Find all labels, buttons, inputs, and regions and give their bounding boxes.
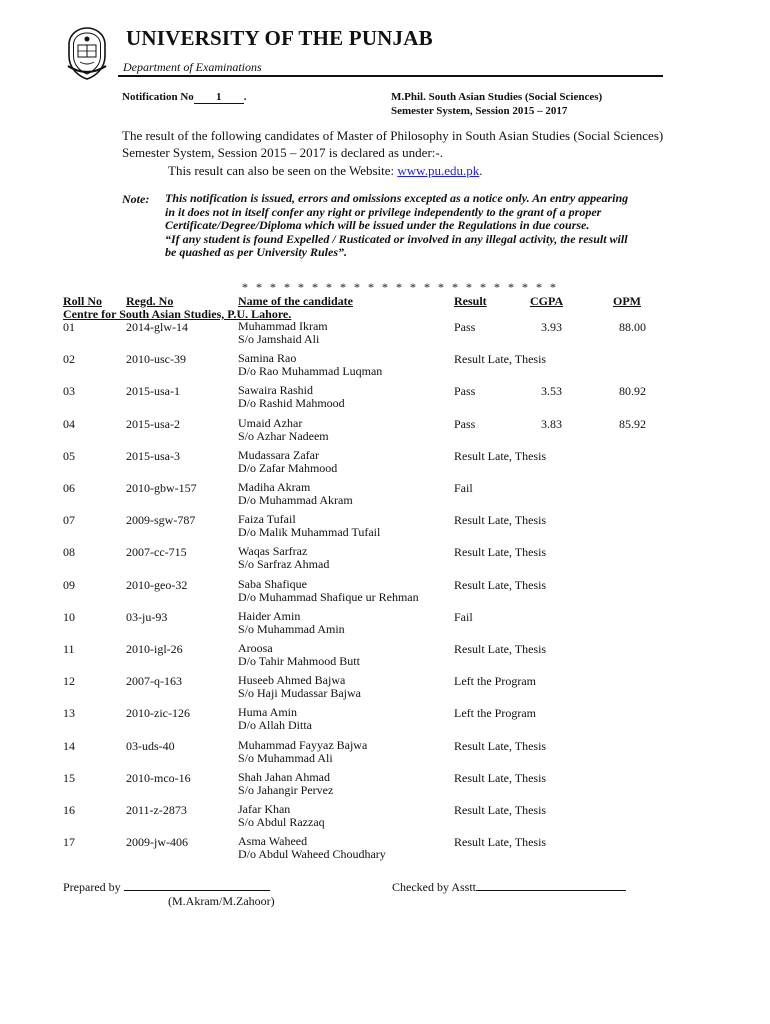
regd-no: 2010-mco-16 bbox=[126, 770, 191, 785]
candidate-name bbox=[238, 417, 329, 443]
table-row bbox=[0, 771, 770, 801]
candidate-name bbox=[238, 352, 382, 378]
university-seal-icon bbox=[64, 26, 110, 80]
roll-no: 11 bbox=[63, 642, 75, 656]
roll-no: 12 bbox=[63, 674, 75, 689]
candidate-parent-line: S/o Jamshaid Ali bbox=[238, 332, 320, 346]
program-info bbox=[391, 90, 602, 118]
website-suffix: . bbox=[479, 163, 483, 178]
table-row bbox=[0, 674, 770, 704]
candidate-parent-line: S/o Muhammad Amin bbox=[238, 621, 345, 636]
regd-no: 2015-usa-1 bbox=[126, 384, 180, 399]
candidate-parent-line: D/o Zafar Mahmood bbox=[238, 460, 338, 475]
opm-value: 80.92 bbox=[619, 384, 646, 399]
opm-value: 85.92 bbox=[619, 416, 646, 431]
candidate-name bbox=[238, 481, 353, 507]
candidate-name bbox=[238, 706, 312, 732]
table-row bbox=[0, 642, 770, 672]
note-text-1: This notification is issued, errors and omissions excepted as a notice only. An entry appearing in it does not in itself confer any right or privilege independently to the grant of a proper Certificate/Degree/Diploma which will be issued under the Regulations in due course. bbox=[165, 191, 629, 233]
table-row bbox=[0, 481, 770, 511]
note-text-2: “If any student is found Expelled / Rusticated or involved in any illegal activity, the result will be quashed as per University Rules”. bbox=[165, 231, 628, 260]
prepared-by-names: (M.Akram/M.Zahoor) bbox=[168, 894, 275, 908]
candidate-parent-line: D/o Malik Muhammad Tufail bbox=[238, 525, 381, 540]
candidate-parent-line: S/o Abdul Razzaq bbox=[238, 815, 325, 829]
intro-paragraph: The result of the following candidates of Master of Philosophy in South Asian Studies (Social Sciences) Semester System, Session 2015 – 2017 is declared as under:-. bbox=[122, 128, 664, 160]
candidate-name-line: Aroosa bbox=[238, 641, 273, 655]
result-value: Result Late, Thesis bbox=[454, 738, 547, 753]
regd-no: 2014-glw-14 bbox=[126, 320, 188, 334]
candidate-name bbox=[238, 674, 361, 700]
candidate-parent-line: D/o Rashid Mahmood bbox=[238, 396, 345, 411]
result-value: Fail bbox=[454, 481, 473, 495]
regd-no: 2010-usc-39 bbox=[126, 352, 186, 367]
candidate-name-line: Samina Rao bbox=[238, 351, 297, 366]
result-value: Result Late, Thesis bbox=[454, 513, 547, 528]
website-prefix: This result can also be seen on the Website: bbox=[168, 163, 398, 178]
table-row bbox=[0, 835, 770, 865]
result-value: Pass bbox=[454, 416, 476, 431]
roll-no: 17 bbox=[63, 835, 75, 850]
result-value: Pass bbox=[454, 384, 476, 399]
candidate-name bbox=[238, 835, 386, 861]
candidate-name bbox=[238, 384, 345, 410]
regd-no: 2009-sgw-787 bbox=[126, 513, 196, 528]
candidate-name-line: Haider Amin bbox=[238, 608, 301, 623]
roll-no: 13 bbox=[63, 706, 75, 721]
roll-no: 15 bbox=[63, 770, 75, 785]
note-label: Note: bbox=[122, 192, 150, 206]
roll-no: 06 bbox=[63, 481, 75, 495]
candidate-name bbox=[238, 578, 419, 604]
roll-no: 09 bbox=[63, 577, 75, 592]
notification-suffix: . bbox=[243, 91, 247, 103]
note-body bbox=[165, 192, 633, 260]
table-row bbox=[0, 803, 770, 833]
candidate-name-line: Waqas Sarfraz bbox=[238, 544, 308, 559]
table-row bbox=[0, 610, 770, 640]
centre-name: Centre for South Asian Studies, P.U. Lahore. bbox=[63, 307, 292, 321]
result-value: Result Late, Thesis bbox=[454, 352, 547, 367]
result-value: Result Late, Thesis bbox=[454, 577, 547, 592]
candidate-name bbox=[238, 739, 367, 765]
notification-number bbox=[122, 91, 247, 104]
header-divider bbox=[118, 75, 663, 77]
header-result: Result bbox=[454, 294, 487, 308]
table-row bbox=[0, 578, 770, 608]
candidate-name-line: Sawaira Rashid bbox=[238, 383, 313, 398]
regd-no: 2011-z-2873 bbox=[126, 803, 187, 817]
regd-no: 03-uds-40 bbox=[126, 738, 175, 753]
table-row bbox=[0, 545, 770, 575]
roll-no: 02 bbox=[63, 352, 75, 367]
candidate-name bbox=[238, 803, 325, 829]
candidate-name-line: Jafar Khan bbox=[238, 802, 291, 816]
candidate-name-line: Faiza Tufail bbox=[238, 512, 296, 527]
table-row bbox=[0, 706, 770, 736]
result-value: Result Late, Thesis bbox=[454, 770, 547, 785]
page-title: UNIVERSITY OF THE PUNJAB bbox=[126, 26, 433, 50]
checked-by-label: Checked by Asstt bbox=[392, 880, 476, 894]
candidate-parent-line: S/o Sarfraz Ahmad bbox=[238, 557, 330, 572]
header-regd-no: Regd. No bbox=[126, 294, 174, 308]
result-value: Result Late, Thesis bbox=[454, 803, 547, 817]
program-line-2: Semester System, Session 2015 – 2017 bbox=[391, 105, 568, 117]
program-line-1: M.Phil. South Asian Studies (Social Sciences) bbox=[391, 91, 603, 103]
candidate-name-line: Saba Shafique bbox=[238, 576, 307, 591]
candidate-parent-line: D/o Allah Ditta bbox=[238, 718, 312, 733]
candidate-name-line: Mudassara Zafar bbox=[238, 447, 319, 462]
regd-no: 2007-cc-715 bbox=[126, 545, 187, 560]
regd-no: 2015-usa-2 bbox=[126, 416, 180, 431]
stars-divider: * * * * * * * * * * * * * * * * * * * * * * * bbox=[242, 280, 559, 294]
candidate-name-line: Madiha Akram bbox=[238, 480, 311, 494]
cgpa-value: 3.93 bbox=[541, 320, 562, 334]
prepared-by bbox=[63, 880, 270, 895]
table-row bbox=[0, 739, 770, 769]
candidate-parent-line: S/o Haji Mudassar Bajwa bbox=[238, 686, 361, 701]
result-value: Pass bbox=[454, 320, 476, 334]
header-roll-no: Roll No bbox=[63, 294, 102, 308]
candidate-name-line: Shah Jahan Ahmad bbox=[238, 769, 330, 784]
table-row bbox=[0, 384, 770, 414]
candidate-name-line: Huma Amin bbox=[238, 705, 297, 720]
notification-prefix: Notification No bbox=[122, 91, 194, 103]
roll-no: 07 bbox=[63, 513, 75, 528]
opm-value: 88.00 bbox=[619, 320, 646, 334]
department-subtitle: Department of Examinations bbox=[123, 60, 262, 74]
candidate-name bbox=[238, 642, 360, 668]
regd-no: 2010-gbw-157 bbox=[126, 481, 197, 495]
result-value: Left the Program bbox=[454, 706, 536, 721]
prepared-signature-line bbox=[124, 880, 270, 891]
table-row bbox=[0, 449, 770, 479]
roll-no: 16 bbox=[63, 803, 75, 817]
candidate-parent-line: D/o Tahir Mahmood Butt bbox=[238, 654, 360, 668]
table-row bbox=[0, 417, 770, 447]
roll-no: 04 bbox=[63, 416, 75, 431]
checked-signature-line bbox=[476, 880, 626, 891]
candidate-name bbox=[238, 610, 345, 636]
result-value: Left the Program bbox=[454, 674, 536, 689]
header-opm: OPM bbox=[613, 294, 641, 308]
regd-no: 03-ju-93 bbox=[126, 609, 168, 624]
roll-no: 05 bbox=[63, 448, 75, 463]
candidate-name-line: Huseeb Ahmed Bajwa bbox=[238, 673, 346, 688]
result-value: Result Late, Thesis bbox=[454, 642, 547, 656]
result-value: Fail bbox=[454, 609, 473, 624]
regd-no: 2015-usa-3 bbox=[126, 448, 180, 463]
roll-no: 01 bbox=[63, 320, 75, 334]
regd-no: 2010-igl-26 bbox=[126, 642, 183, 656]
roll-no: 10 bbox=[63, 609, 75, 624]
candidate-parent-line: S/o Azhar Nadeem bbox=[238, 428, 329, 443]
candidate-parent-line: D/o Muhammad Shafique ur Rehman bbox=[238, 589, 419, 604]
candidate-parent-line: D/o Muhammad Akram bbox=[238, 493, 353, 507]
regd-no: 2007-q-163 bbox=[126, 674, 182, 689]
candidate-name bbox=[238, 771, 333, 797]
header-candidate-name: Name of the candidate bbox=[238, 294, 353, 308]
result-value: Result Late, Thesis bbox=[454, 448, 547, 463]
result-value: Result Late, Thesis bbox=[454, 545, 547, 560]
notification-number-value: 1 bbox=[194, 92, 244, 104]
candidate-parent-line: S/o Jahangir Pervez bbox=[238, 782, 334, 797]
candidate-parent-line: D/o Abdul Waheed Choudhary bbox=[238, 847, 386, 862]
candidate-name-line: Asma Waheed bbox=[238, 834, 308, 849]
prepared-by-label: Prepared by bbox=[63, 880, 121, 894]
candidate-parent-line: D/o Rao Muhammad Luqman bbox=[238, 364, 383, 379]
website-link[interactable]: www.pu.edu.pk bbox=[397, 163, 480, 178]
roll-no: 08 bbox=[63, 545, 75, 560]
result-value: Result Late, Thesis bbox=[454, 835, 547, 850]
candidate-name-line: Umaid Azhar bbox=[238, 415, 303, 430]
table-row bbox=[0, 352, 770, 382]
candidate-name bbox=[238, 513, 380, 539]
table-row bbox=[0, 320, 770, 350]
candidate-name bbox=[238, 449, 337, 475]
roll-no: 03 bbox=[63, 384, 75, 399]
website-line bbox=[168, 163, 483, 179]
candidate-name bbox=[238, 320, 328, 346]
cgpa-value: 3.53 bbox=[541, 384, 562, 399]
checked-by bbox=[392, 880, 626, 895]
regd-no: 2010-geo-32 bbox=[126, 577, 188, 592]
cgpa-value: 3.83 bbox=[541, 416, 562, 431]
candidate-name bbox=[238, 545, 329, 571]
roll-no: 14 bbox=[63, 738, 75, 753]
regd-no: 2009-jw-406 bbox=[126, 835, 188, 850]
candidate-name-line: Muhammad Ikram bbox=[238, 319, 328, 333]
candidate-name-line: Muhammad Fayyaz Bajwa bbox=[238, 737, 368, 752]
table-row bbox=[0, 513, 770, 543]
candidate-parent-line: S/o Muhammad Ali bbox=[238, 750, 333, 765]
regd-no: 2010-zic-126 bbox=[126, 706, 190, 721]
header-cgpa: CGPA bbox=[530, 294, 564, 308]
